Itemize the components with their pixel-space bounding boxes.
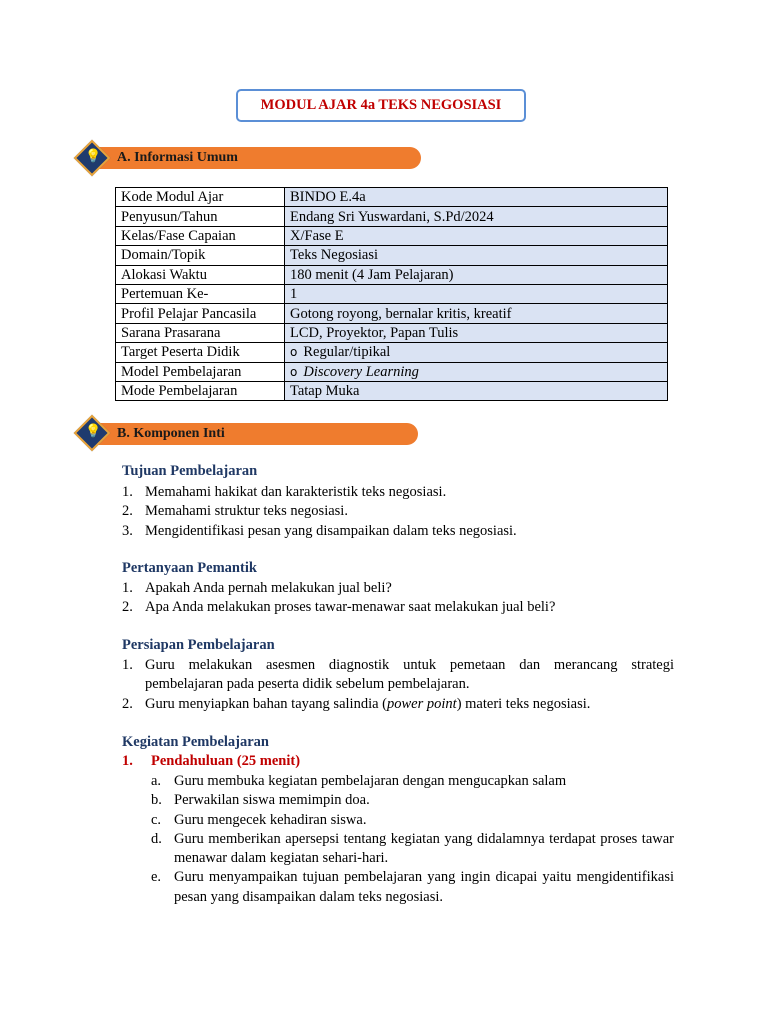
table-row (116, 246, 668, 265)
table-key: Kode Modul Ajar (116, 188, 285, 207)
table-row (116, 226, 668, 245)
list-item (122, 695, 674, 714)
step-number: 1. (122, 753, 133, 769)
table-key: Pertemuan Ke- (116, 284, 285, 303)
list-letter: c. (151, 811, 162, 828)
table-value: Teks Negosiasi (285, 246, 668, 265)
list-item (151, 772, 674, 791)
section-b-label: B. Komponen Inti (117, 426, 225, 441)
table-key: Target Peserta Didik (116, 343, 285, 362)
pemantik-list (122, 579, 674, 618)
list-item (122, 522, 674, 541)
table-key: Kelas/Fase Capaian (116, 226, 285, 245)
list-number: 2. (122, 503, 133, 520)
table-key: Domain/Topik (116, 246, 285, 265)
list-text (145, 695, 674, 714)
table-row (116, 265, 668, 284)
list-item (151, 868, 674, 907)
table-row (116, 207, 668, 226)
table-value: Gotong royong, bernalar kritis, kreatif (285, 304, 668, 323)
persiapan-heading: Persiapan Pembelajaran (122, 637, 275, 653)
list-number: 2. (122, 695, 133, 712)
persiapan-list (122, 656, 674, 714)
step-label: Pendahuluan (25 menit) (151, 753, 301, 769)
table-value (285, 362, 668, 381)
list-item (122, 579, 674, 598)
list-item (122, 598, 674, 617)
list-number: 1. (122, 484, 133, 500)
list-text: Perwakilan siswa memimpin doa. (174, 792, 370, 809)
table-value: X/Fase E (285, 226, 668, 245)
table-row (116, 284, 668, 303)
list-letter: b. (151, 792, 162, 809)
list-item (151, 811, 674, 830)
list-text: Guru melakukan asesmen diagnostik untuk pemetaan dan merancang strategi pembelajaran pada peserta didik sebelum pembelajaran. (145, 657, 674, 693)
tujuan-list (122, 483, 674, 541)
table-row (116, 304, 668, 323)
list-letter: d. (151, 830, 162, 847)
list-text: Memahami struktur teks negosiasi. (145, 503, 348, 520)
table-value: 180 menit (4 Jam Pelajaran) (285, 265, 668, 284)
table-value: Endang Sri Yuswardani, S.Pd/2024 (285, 207, 668, 226)
list-item (122, 656, 674, 695)
bullet-icon: o (290, 345, 298, 360)
table-row (116, 362, 668, 381)
table-key: Mode Pembelajaran (116, 381, 285, 400)
table-value: BINDO E.4a (285, 188, 668, 207)
table-key: Sarana Prasarana (116, 323, 285, 342)
table-key: Profil Pelajar Pancasila (116, 304, 285, 323)
kegiatan-sublist (151, 772, 674, 907)
text-italic: power point (387, 695, 457, 712)
list-text: Guru menyampaikan tujuan pembelajaran yang ingin dicapai yaitu mengidentifikasi pesan yang disampaikan dalam teks negosiasi. (174, 869, 674, 905)
table-value: 1 (285, 284, 668, 303)
list-item (122, 483, 674, 502)
list-item (122, 502, 674, 521)
table-row (116, 381, 668, 400)
text-pre: Guru menyiapkan bahan tayang salindia ( (145, 695, 387, 712)
list-text: Mengidentifikasi pesan yang disampaikan dalam teks negosiasi. (145, 522, 517, 539)
text-post: ) materi teks negosiasi. (456, 695, 591, 712)
module-title: MODUL AJAR 4a TEKS NEGOSIASI (236, 89, 526, 122)
kegiatan-step (122, 752, 674, 771)
list-text: Apakah Anda pernah melakukan jual beli? (145, 580, 392, 596)
lightbulb-icon: 💡 (85, 149, 102, 164)
list-text: Guru mengecek kehadiran siswa. (174, 811, 367, 828)
list-number: 2. (122, 599, 133, 616)
pemantik-heading: Pertanyaan Pemantik (122, 560, 257, 576)
kegiatan-heading: Kegiatan Pembelajaran (122, 734, 269, 750)
list-number: 1. (122, 657, 133, 673)
table-value: Tatap Muka (285, 381, 668, 400)
list-letter: e. (151, 869, 162, 886)
list-text: Apa Anda melakukan proses tawar-menawar saat melakukan jual beli? (145, 599, 556, 616)
list-item (151, 830, 674, 869)
list-item (122, 752, 674, 771)
list-text: Guru memberikan apersepsi tentang kegiatan yang didalamnya terdapat proses tawar menawar dalam kegiatan sehari-hari. (174, 830, 674, 867)
table-value (285, 343, 668, 362)
table-row (116, 188, 668, 207)
table-row (116, 343, 668, 362)
list-letter: a. (151, 773, 162, 789)
list-number: 1. (122, 580, 133, 596)
info-table (115, 187, 668, 401)
table-key: Model Pembelajaran (116, 362, 285, 381)
table-key: Penyusun/Tahun (116, 207, 285, 226)
section-a-label: A. Informasi Umum (117, 150, 238, 165)
list-text: Guru membuka kegiatan pembelajaran dengan mengucapkan salam (174, 773, 567, 789)
tujuan-heading: Tujuan Pembelajaran (122, 463, 258, 479)
list-item (151, 791, 674, 810)
lightbulb-icon: 💡 (85, 424, 102, 439)
bullet-icon: o (290, 364, 298, 379)
model-value: Discovery Learning (303, 363, 419, 380)
table-key: Alokasi Waktu (116, 265, 285, 284)
list-text: Memahami hakikat dan karakteristik teks negosiasi. (145, 484, 447, 500)
table-value: LCD, Proyektor, Papan Tulis (285, 323, 668, 342)
table-row (116, 323, 668, 342)
target-value: Regular/tipikal (303, 344, 391, 361)
list-number: 3. (122, 522, 133, 539)
